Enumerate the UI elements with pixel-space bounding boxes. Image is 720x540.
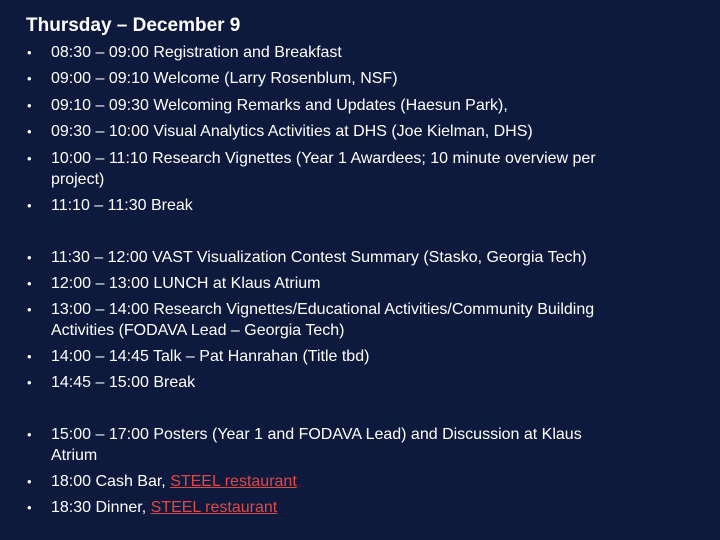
bullet-icon: • (27, 349, 32, 364)
agenda-item-text: 11:10 – 11:30 Break (51, 197, 193, 214)
bullet-icon: • (27, 427, 32, 442)
slide-title: Thursday – December 9 (26, 15, 241, 36)
steel-restaurant-link[interactable]: STEEL restaurant (150, 499, 278, 516)
bullet-icon: • (27, 124, 32, 139)
steel-restaurant-link[interactable]: STEEL restaurant (170, 473, 297, 490)
agenda-item-text: 09:10 – 09:30 Welcoming Remarks and Updates (Haesun Park), (51, 97, 508, 114)
agenda-item-text: 14:00 – 14:45 Talk – Pat Hanrahan (Title tbd) (51, 348, 370, 365)
agenda-item-prefix: 18:00 Cash Bar, (51, 473, 171, 490)
bullet-icon: • (27, 500, 32, 515)
agenda-item-text: 11:30 – 12:00 VAST Visualization Contest Summary (Stasko, Georgia Tech) (51, 249, 587, 266)
agenda-item-text: 08:30 – 09:00 Registration and Breakfast (51, 44, 342, 61)
agenda-item-line: Activities (FODAVA Lead – Georgia Tech) (51, 322, 345, 339)
agenda-item-text (51, 424, 691, 466)
agenda-item-line: 15:00 – 17:00 Posters (Year 1 and FODAVA Lead) and Discussion at Klaus (51, 426, 582, 443)
agenda-item-text (51, 299, 691, 341)
bullet-icon: • (27, 98, 32, 113)
bullet-icon: • (27, 474, 32, 489)
agenda-item-text: 09:00 – 09:10 Welcome (Larry Rosenblum, NSF) (51, 70, 398, 87)
bullet-icon: • (27, 45, 32, 60)
agenda-item-text (51, 497, 691, 518)
bullet-icon: • (27, 71, 32, 86)
bullet-icon: • (27, 302, 32, 317)
agenda-item-prefix: 18:30 Dinner, (51, 499, 151, 516)
agenda-item-line: Atrium (51, 447, 98, 464)
agenda-item-text: 14:45 – 15:00 Break (51, 374, 196, 391)
bullet-icon: • (27, 250, 32, 265)
bullet-icon: • (27, 198, 32, 213)
agenda-item-text: 09:30 – 10:00 Visual Analytics Activities at DHS (Joe Kielman, DHS) (51, 123, 533, 140)
bullet-icon: • (27, 375, 32, 390)
bullet-icon: • (27, 151, 32, 166)
agenda-item-text (51, 471, 691, 492)
agenda-item-text (51, 148, 691, 190)
agenda-item-line: 10:00 – 11:10 Research Vignettes (Year 1 Awardees; 10 minute overview per (51, 150, 596, 167)
bullet-icon: • (27, 276, 32, 291)
agenda-item-line: 13:00 – 14:00 Research Vignettes/Educational Activities/Community Building (51, 301, 595, 318)
agenda-item-line: project) (51, 171, 105, 188)
agenda-item-text: 12:00 – 13:00 LUNCH at Klaus Atrium (51, 275, 321, 292)
